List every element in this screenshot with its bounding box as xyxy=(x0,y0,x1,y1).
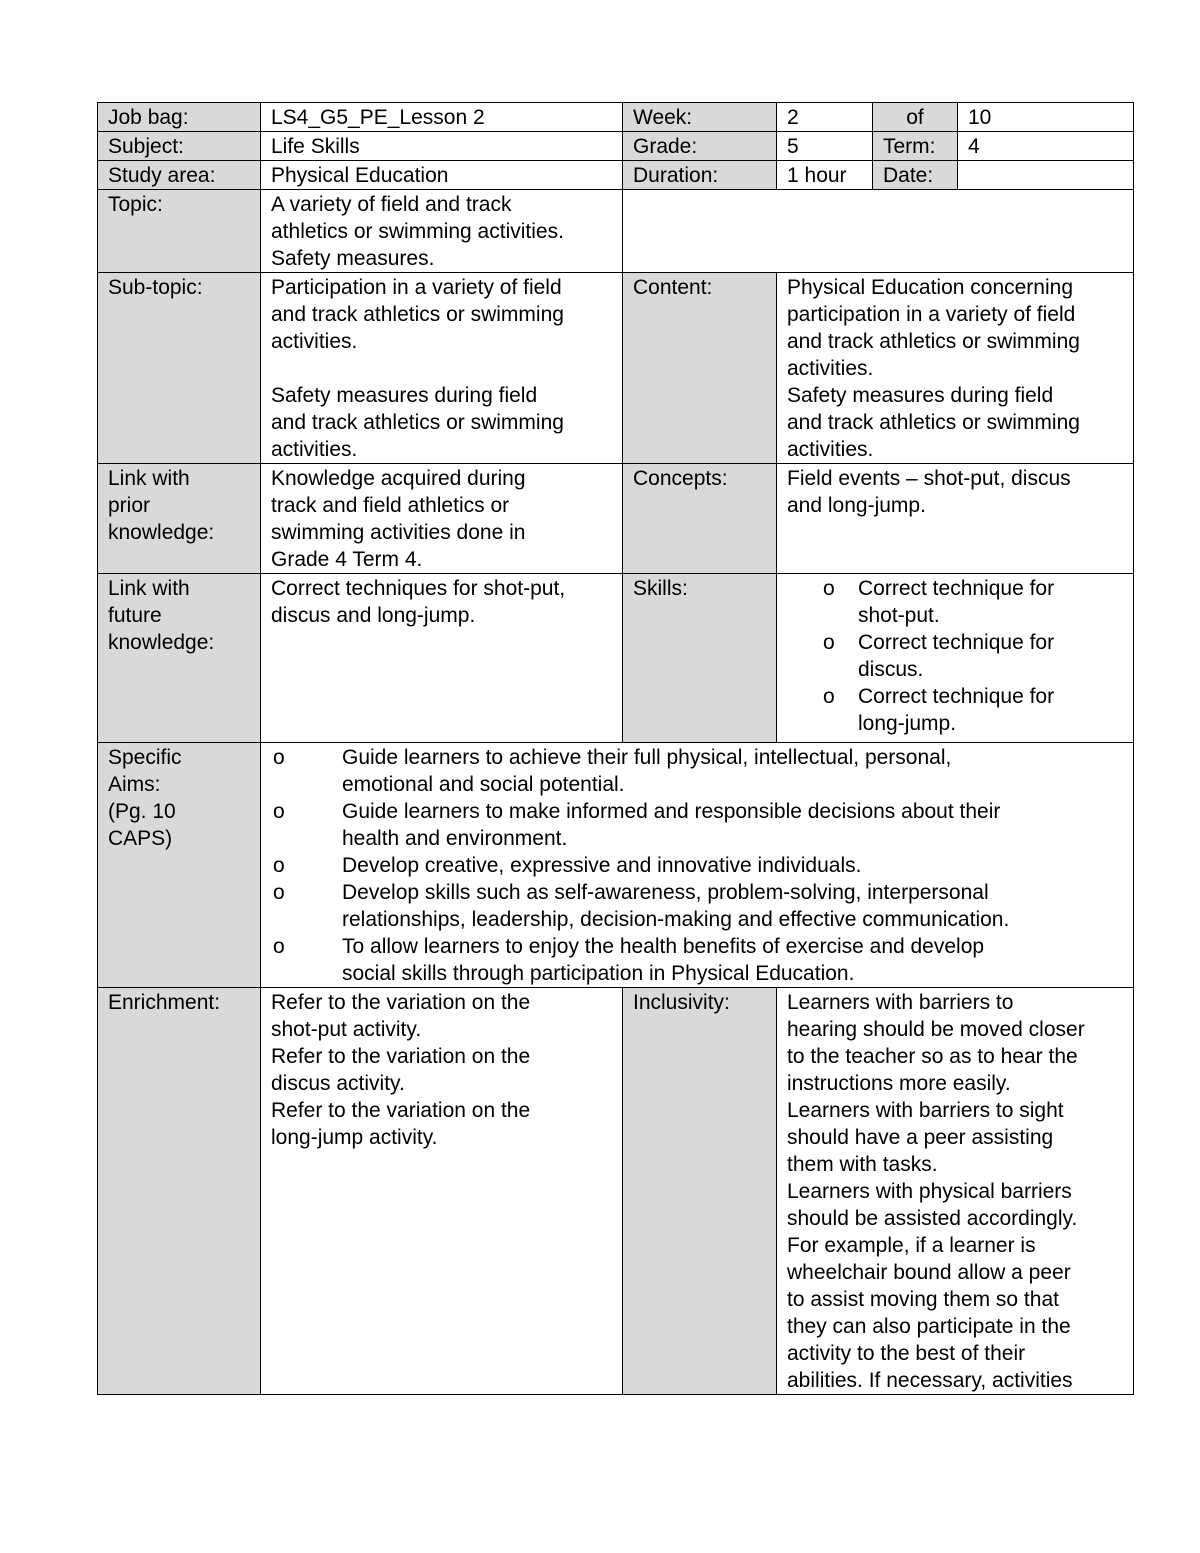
list-item: o Develop skills such as self-awareness, problem-solving, interpersonal relationships, leadership, decision-making and effective communication. xyxy=(271,879,1123,933)
row-specific-aims xyxy=(98,743,1134,988)
subtopic-line: Safety measures during field xyxy=(271,384,538,407)
date-label: Date: xyxy=(873,161,958,190)
future-knowledge-label: Link with future knowledge: xyxy=(98,574,261,743)
subtopic-label: Sub-topic: xyxy=(98,273,261,464)
inclusivity-line: activity to the best of their xyxy=(787,1342,1026,1365)
enrichment-value xyxy=(261,988,623,1395)
inclusivity-line: to assist moving them so that xyxy=(787,1288,1059,1311)
subtopic-value xyxy=(261,273,623,464)
inclusivity-line: Learners with barriers to xyxy=(787,991,1014,1014)
skills-list xyxy=(787,575,1123,737)
content-line: and track athletics or swimming xyxy=(787,411,1080,434)
paragraph-gap xyxy=(271,355,612,382)
content-line: Safety measures during field xyxy=(787,384,1054,407)
enrichment-line: long-jump activity. xyxy=(271,1126,438,1149)
inclusivity-line: Learners with physical barriers xyxy=(787,1180,1072,1203)
term-label: Term: xyxy=(873,132,958,161)
subtopic-line: activities. xyxy=(271,438,358,461)
study-area-label: Study area: xyxy=(98,161,261,190)
list-item: o To allow learners to enjoy the health benefits of exercise and develop social skills through participation in Physical Education. xyxy=(271,933,1123,987)
enrichment-line: discus activity. xyxy=(271,1072,405,1095)
topic-blank-cell xyxy=(623,190,1134,273)
list-item: o Guide learners to achieve their full physical, intellectual, personal, emotional and social potential. xyxy=(271,744,1123,798)
prior-knowledge-label: Link with prior knowledge: xyxy=(98,464,261,574)
list-item: o Correct technique for long-jump. xyxy=(823,683,1123,737)
future-line: discus and long-jump. xyxy=(271,604,476,627)
topic-line: athletics or swimming activities. xyxy=(271,220,564,243)
enrichment-label: Enrichment: xyxy=(98,988,261,1395)
content-line: and track athletics or swimming xyxy=(787,330,1080,353)
inclusivity-line: abilities. If necessary, activities xyxy=(787,1369,1073,1392)
inclusivity-line: them with tasks. xyxy=(787,1153,938,1176)
inclusivity-line: instructions more easily. xyxy=(787,1072,1011,1095)
subtopic-line: and track athletics or swimming xyxy=(271,411,564,434)
enrichment-line: Refer to the variation on the xyxy=(271,991,531,1014)
concepts-value xyxy=(777,464,1134,574)
enrichment-line: shot-put activity. xyxy=(271,1018,422,1041)
row-study-area xyxy=(98,161,1134,190)
subject-label: Subject: xyxy=(98,132,261,161)
inclusivity-line: hearing should be moved closer xyxy=(787,1018,1085,1041)
future-knowledge-value xyxy=(261,574,623,743)
job-bag-label: Job bag: xyxy=(98,103,261,132)
date-value-field[interactable] xyxy=(958,161,1134,190)
list-item: o Develop creative, expressive and innovative individuals. xyxy=(271,852,1123,879)
subtopic-line: and track athletics or swimming xyxy=(271,303,564,326)
enrichment-line: Refer to the variation on the xyxy=(271,1045,531,1068)
lesson-plan-table xyxy=(97,102,1134,1395)
duration-value: 1 hour xyxy=(777,161,873,190)
of-label: of xyxy=(873,103,958,132)
subtopic-line: Participation in a variety of field xyxy=(271,276,562,299)
inclusivity-value xyxy=(777,988,1134,1395)
content-line: activities. xyxy=(787,357,874,380)
skills-label: Skills: xyxy=(623,574,777,743)
list-item: o Guide learners to make informed and responsible decisions about their health and environment. xyxy=(271,798,1123,852)
grade-value: 5 xyxy=(777,132,873,161)
inclusivity-line: should be assisted accordingly. xyxy=(787,1207,1078,1230)
skills-value xyxy=(777,574,1134,743)
inclusivity-label: Inclusivity: xyxy=(623,988,777,1395)
aims-list xyxy=(271,744,1123,987)
week-label: Week: xyxy=(623,103,777,132)
specific-aims-label: Specific Aims: (Pg. 10 CAPS) xyxy=(98,743,261,988)
content-line: participation in a variety of field xyxy=(787,303,1076,326)
row-job-bag xyxy=(98,103,1134,132)
inclusivity-line: to the teacher so as to hear the xyxy=(787,1045,1078,1068)
prior-line: track and field athletics or xyxy=(271,494,510,517)
inclusivity-line: For example, if a learner is xyxy=(787,1234,1036,1257)
of-value: 10 xyxy=(958,103,1134,132)
prior-line: swimming activities done in xyxy=(271,521,526,544)
subject-value: Life Skills xyxy=(261,132,623,161)
topic-line: A variety of field and track xyxy=(271,193,512,216)
study-area-value: Physical Education xyxy=(261,161,623,190)
inclusivity-line: they can also participate in the xyxy=(787,1315,1071,1338)
prior-line: Knowledge acquired during xyxy=(271,467,526,490)
inclusivity-line: Learners with barriers to sight xyxy=(787,1099,1064,1122)
row-prior-knowledge xyxy=(98,464,1134,574)
list-item: o Correct technique for discus. xyxy=(823,629,1123,683)
duration-label: Duration: xyxy=(623,161,777,190)
concepts-label: Concepts: xyxy=(623,464,777,574)
week-value: 2 xyxy=(777,103,873,132)
inclusivity-line: wheelchair bound allow a peer xyxy=(787,1261,1071,1284)
concepts-line: and long-jump. xyxy=(787,494,926,517)
content-line: activities. xyxy=(787,438,874,461)
topic-value xyxy=(261,190,623,273)
topic-line: Safety measures. xyxy=(271,247,435,270)
row-subject xyxy=(98,132,1134,161)
inclusivity-line: should have a peer assisting xyxy=(787,1126,1054,1149)
content-value xyxy=(777,273,1134,464)
row-future-knowledge xyxy=(98,574,1134,743)
subtopic-line: activities. xyxy=(271,330,358,353)
row-subtopic xyxy=(98,273,1134,464)
term-value: 4 xyxy=(958,132,1134,161)
row-topic xyxy=(98,190,1134,273)
topic-label: Topic: xyxy=(98,190,261,273)
concepts-line: Field events – shot-put, discus xyxy=(787,467,1071,490)
enrichment-line: Refer to the variation on the xyxy=(271,1099,531,1122)
row-enrichment xyxy=(98,988,1134,1395)
prior-knowledge-value xyxy=(261,464,623,574)
specific-aims-value xyxy=(261,743,1134,988)
content-line: Physical Education concerning xyxy=(787,276,1074,299)
grade-label: Grade: xyxy=(623,132,777,161)
content-label: Content: xyxy=(623,273,777,464)
future-line: Correct techniques for shot-put, xyxy=(271,577,566,600)
prior-line: Grade 4 Term 4. xyxy=(271,548,423,571)
list-item: o Correct technique for shot-put. xyxy=(823,575,1123,629)
job-bag-value: LS4_G5_PE_Lesson 2 xyxy=(261,103,623,132)
